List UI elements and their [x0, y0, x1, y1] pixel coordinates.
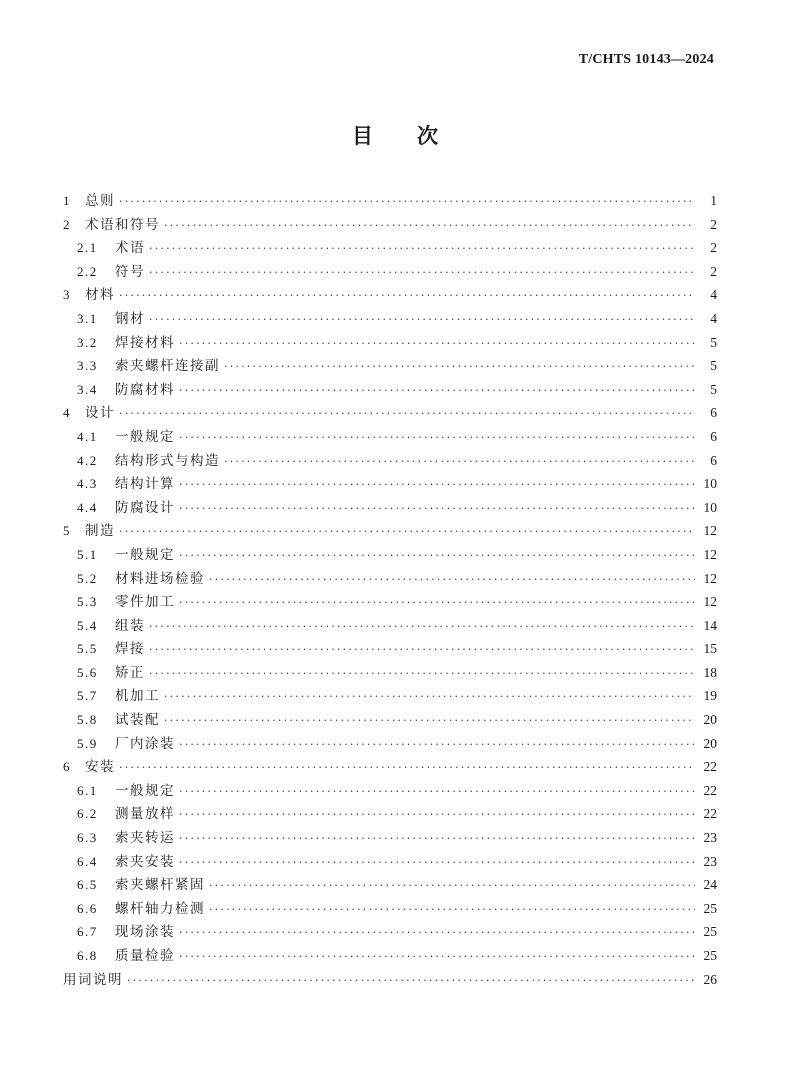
toc-entry-title: 结构计算 — [115, 476, 175, 493]
toc-entry-number: 5.8 — [77, 712, 98, 728]
toc-entry[interactable] — [63, 567, 717, 591]
toc-entry[interactable] — [63, 283, 717, 307]
toc-dot-leader — [179, 803, 695, 827]
toc-dot-leader — [164, 709, 695, 733]
toc-entry-title: 试装配 — [115, 712, 160, 729]
toc-entry-title: 术语和符号 — [85, 216, 160, 233]
toc-entry-title: 机加工 — [115, 688, 160, 705]
toc-entry-number: 5 — [63, 523, 71, 539]
toc-entry-page-number: 10 — [703, 499, 717, 515]
toc-entry-number: 3.1 — [77, 310, 98, 326]
toc-entry-page-number: 5 — [710, 358, 717, 374]
toc-entry-title: 厂内涂装 — [115, 735, 175, 752]
toc-entry-page-number: 5 — [710, 334, 717, 350]
toc-dot-leader — [164, 685, 695, 709]
toc-entry-title: 用词说明 — [63, 971, 123, 988]
toc-dot-leader — [127, 969, 695, 993]
toc-entry-number: 6.7 — [77, 924, 98, 940]
toc-entry[interactable] — [63, 755, 717, 779]
toc-entry-page-number: 19 — [703, 688, 717, 704]
toc-entry-page-number: 5 — [710, 381, 717, 397]
toc-entry-number: 5.2 — [77, 570, 98, 586]
toc-dot-leader — [149, 308, 695, 332]
toc-dot-leader — [119, 520, 695, 544]
toc-entry-page-number: 25 — [703, 900, 717, 916]
toc-dot-leader — [179, 332, 695, 356]
toc-entry-page-number: 24 — [703, 877, 717, 893]
toc-entry-page-number: 2 — [710, 263, 717, 279]
toc-entry-number: 4.1 — [77, 428, 98, 444]
toc-entry-number: 2 — [63, 216, 71, 232]
toc-dot-leader — [179, 733, 695, 757]
toc-entry-number: 6.3 — [77, 830, 98, 846]
toc-entry-number: 3.4 — [77, 381, 98, 397]
toc-entry[interactable] — [63, 401, 717, 425]
toc-dot-leader — [179, 591, 695, 615]
toc-dot-leader — [179, 827, 695, 851]
toc-entry-number: 1 — [63, 193, 71, 208]
toc-entry-number: 5.3 — [77, 594, 98, 610]
toc-entry[interactable] — [63, 519, 717, 543]
toc-entry-title: 测量放样 — [115, 806, 175, 823]
toc-entry[interactable] — [63, 826, 717, 850]
toc-dot-leader — [224, 450, 695, 474]
toc-entry[interactable] — [63, 472, 717, 496]
toc-entry-number: 3 — [63, 287, 71, 303]
toc-entry-title: 一般规定 — [115, 546, 175, 563]
toc-entry-page-number: 12 — [703, 594, 717, 610]
toc-dot-leader — [149, 261, 695, 285]
toc-dot-leader — [179, 473, 695, 497]
toc-entry[interactable] — [63, 236, 717, 260]
toc-dot-leader — [209, 568, 695, 592]
toc-entry-page-number: 2 — [710, 240, 717, 256]
toc-entry-title: 矫正 — [115, 664, 145, 681]
toc-entry-title: 防腐设计 — [115, 499, 175, 516]
toc-entry-title: 制造 — [85, 523, 115, 540]
toc-entry[interactable] — [63, 496, 717, 520]
toc-entry[interactable] — [63, 779, 717, 803]
toc-entry-title: 索夹安装 — [115, 853, 175, 870]
toc-entry-page-number: 1 — [710, 193, 717, 208]
toc-dot-leader — [149, 615, 695, 639]
toc-entry-number: 2.1 — [77, 240, 98, 256]
toc-dot-leader — [119, 284, 695, 308]
toc-entry[interactable] — [63, 968, 717, 992]
toc-entry-number: 6.6 — [77, 900, 98, 916]
toc-dot-leader — [209, 874, 695, 898]
toc-entry-page-number: 20 — [703, 712, 717, 728]
toc-entry-title: 现场涂装 — [115, 924, 175, 941]
toc-entry[interactable] — [63, 213, 717, 237]
toc-entry-page-number: 23 — [703, 853, 717, 869]
toc-dot-leader — [179, 544, 695, 568]
toc-entry-number: 6.5 — [77, 877, 98, 893]
toc-entry-number: 3.2 — [77, 334, 98, 350]
toc-entry[interactable] — [63, 920, 717, 944]
toc-dot-leader — [119, 190, 695, 214]
toc-dot-leader — [179, 497, 695, 521]
toc-entry[interactable] — [63, 378, 717, 402]
toc-entry[interactable] — [63, 590, 717, 614]
toc-dot-leader — [119, 402, 695, 426]
toc-entry-title: 安装 — [85, 759, 115, 776]
toc-entry-page-number: 26 — [703, 971, 717, 987]
toc-entry-title: 材料 — [85, 287, 115, 304]
toc-dot-leader — [224, 355, 695, 379]
toc-entry[interactable] — [63, 850, 717, 874]
toc-entry-title: 材料进场检验 — [115, 570, 205, 587]
toc-entry-number: 6 — [63, 759, 71, 775]
toc-entry-number: 4 — [63, 405, 71, 421]
toc-entry-number: 3.3 — [77, 358, 98, 374]
toc-dot-leader — [209, 898, 695, 922]
toc-entry-title: 焊接 — [115, 641, 145, 658]
toc-entry-title: 索夹转运 — [115, 830, 175, 847]
toc-entry-page-number: 4 — [710, 310, 717, 326]
toc-entry-number: 5.4 — [77, 617, 98, 633]
toc-entry-number: 5.7 — [77, 688, 98, 704]
toc-entry-number: 6.1 — [77, 782, 98, 798]
toc-entry-page-number: 6 — [710, 405, 717, 421]
toc-entry-title: 索夹螺杆连接副 — [115, 358, 220, 375]
toc-entry[interactable] — [63, 661, 717, 685]
toc-entry-page-number: 22 — [703, 806, 717, 822]
toc-entry[interactable] — [63, 425, 717, 449]
toc-entry-page-number: 6 — [710, 428, 717, 444]
toc-entry-page-number: 10 — [703, 476, 717, 492]
toc-entry-page-number: 23 — [703, 830, 717, 846]
toc-entry[interactable] — [63, 944, 717, 968]
toc-entry-number: 4.4 — [77, 499, 98, 515]
toc-entry-title: 焊接材料 — [115, 334, 175, 351]
toc-entry[interactable] — [63, 614, 717, 638]
toc-dot-leader — [179, 379, 695, 403]
page-title: 目次 — [352, 123, 482, 148]
toc-entry-page-number: 12 — [703, 546, 717, 562]
toc-entry-title: 符号 — [115, 263, 145, 280]
toc-entry-title: 设计 — [85, 405, 115, 422]
toc-entry[interactable] — [63, 543, 717, 567]
toc-entry-page-number: 14 — [703, 617, 717, 633]
toc-entry-title: 术语 — [115, 240, 145, 257]
toc-entry-page-number: 22 — [703, 782, 717, 798]
toc-entry[interactable] — [63, 708, 717, 732]
toc-dot-leader — [149, 662, 695, 686]
toc-entry[interactable] — [63, 260, 717, 284]
document-code: T/CHTS 10143—2024 — [578, 52, 714, 67]
toc-entry[interactable] — [63, 307, 717, 331]
toc-dot-leader — [164, 214, 695, 238]
toc-entry-title: 螺杆轴力检测 — [115, 900, 205, 917]
toc-entry-page-number: 20 — [703, 735, 717, 751]
toc-entry-title: 一般规定 — [115, 428, 175, 445]
toc-dot-leader — [179, 945, 695, 969]
toc-entry-page-number: 12 — [703, 523, 717, 539]
table-of-contents — [63, 189, 717, 991]
toc-entry-title: 钢材 — [115, 310, 145, 327]
toc-dot-leader — [119, 756, 695, 780]
toc-entry-page-number: 25 — [703, 924, 717, 940]
toc-dot-leader — [149, 638, 695, 662]
toc-entry-page-number: 25 — [703, 948, 717, 963]
toc-dot-leader — [179, 426, 695, 450]
toc-entry-page-number: 2 — [710, 216, 717, 232]
toc-entry[interactable] — [63, 873, 717, 897]
toc-entry-page-number: 18 — [703, 664, 717, 680]
toc-entry-title: 零件加工 — [115, 594, 175, 611]
toc-entry-number: 6.8 — [77, 948, 98, 963]
toc-entry-number: 6.2 — [77, 806, 98, 822]
toc-entry-title: 防腐材料 — [115, 381, 175, 398]
toc-entry[interactable] — [63, 897, 717, 921]
toc-entry-number: 4.3 — [77, 476, 98, 492]
toc-dot-leader — [179, 851, 695, 875]
toc-entry-number: 5.9 — [77, 735, 98, 751]
toc-entry[interactable] — [63, 637, 717, 661]
toc-entry-title: 结构形式与构造 — [115, 452, 220, 469]
toc-dot-leader — [149, 237, 695, 261]
toc-entry[interactable] — [63, 684, 717, 708]
toc-entry-page-number: 12 — [703, 570, 717, 586]
toc-entry-page-number: 4 — [710, 287, 717, 303]
toc-entry[interactable] — [63, 354, 717, 378]
toc-entry-title: 索夹螺杆紧固 — [115, 877, 205, 894]
toc-entry-number: 5.1 — [77, 546, 98, 562]
toc-entry[interactable] — [63, 189, 717, 213]
toc-entry-number: 2.2 — [77, 263, 98, 279]
toc-entry-title: 总则 — [85, 193, 115, 209]
toc-entry[interactable] — [63, 802, 717, 826]
toc-dot-leader — [179, 921, 695, 945]
toc-dot-leader — [179, 780, 695, 804]
toc-entry-number: 6.4 — [77, 853, 98, 869]
toc-entry[interactable] — [63, 331, 717, 355]
toc-entry-number: 5.5 — [77, 641, 98, 657]
toc-entry-title: 质量检验 — [115, 948, 175, 964]
toc-entry-page-number: 15 — [703, 641, 717, 657]
toc-entry-number: 5.6 — [77, 664, 98, 680]
toc-entry-page-number: 6 — [710, 452, 717, 468]
toc-entry-title: 组装 — [115, 617, 145, 634]
toc-entry[interactable] — [63, 449, 717, 473]
toc-entry-page-number: 22 — [703, 759, 717, 775]
toc-entry-title: 一般规定 — [115, 782, 175, 799]
toc-entry[interactable] — [63, 732, 717, 756]
toc-entry-number: 4.2 — [77, 452, 98, 468]
